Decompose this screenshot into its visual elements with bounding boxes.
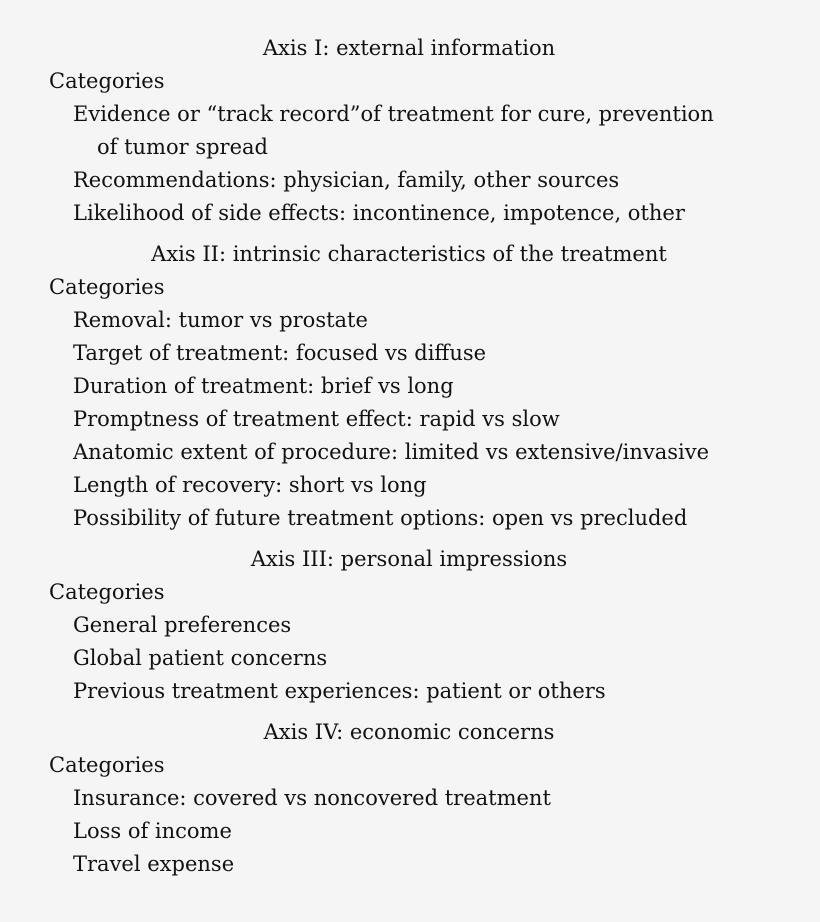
axis-section-2 <box>0 238 820 535</box>
category-item: Length of recovery: short vs long <box>73 473 427 497</box>
category-item: Likelihood of side effects: incontinence, impotence, other <box>73 201 685 225</box>
category-item: Previous treatment experiences: patient or others <box>73 679 606 703</box>
axis-section-4 <box>0 716 820 881</box>
axis-section-1 <box>0 32 820 230</box>
category-item: Travel expense <box>73 852 235 876</box>
category-item: Insurance: covered vs noncovered treatment <box>73 786 551 810</box>
axis-title: Axis II: intrinsic characteristics of the treatment <box>151 242 667 266</box>
category-item-text: Evidence or “track record”of treatment for cure, prevention <box>73 102 714 126</box>
category-item-continuation: of tumor spread <box>97 135 268 159</box>
axis-title: Axis I: external information <box>262 36 556 60</box>
category-item <box>0 98 820 164</box>
categories-label: Categories <box>49 275 165 299</box>
category-item: Duration of treatment: brief vs long <box>73 374 454 398</box>
category-item: Promptness of treatment effect: rapid vs slow <box>73 407 560 431</box>
categories-label: Categories <box>49 580 165 604</box>
axis-section-3 <box>0 543 820 708</box>
axis-title: Axis III: personal impressions <box>250 547 568 571</box>
category-item: Loss of income <box>73 819 232 843</box>
category-item: Anatomic extent of procedure: limited vs extensive/invasive <box>73 440 710 464</box>
categories-label: Categories <box>49 69 165 93</box>
category-item: Possibility of future treatment options: open vs precluded <box>73 506 688 530</box>
axis-title: Axis IV: economic concerns <box>263 720 555 744</box>
category-item: Target of treatment: focused vs diffuse <box>73 341 487 365</box>
category-item: Recommendations: physician, family, other sources <box>73 168 620 192</box>
category-item: Removal: tumor vs prostate <box>73 308 368 332</box>
category-item: Global patient concerns <box>73 646 328 670</box>
category-item: General preferences <box>73 613 292 637</box>
categories-label: Categories <box>49 753 165 777</box>
